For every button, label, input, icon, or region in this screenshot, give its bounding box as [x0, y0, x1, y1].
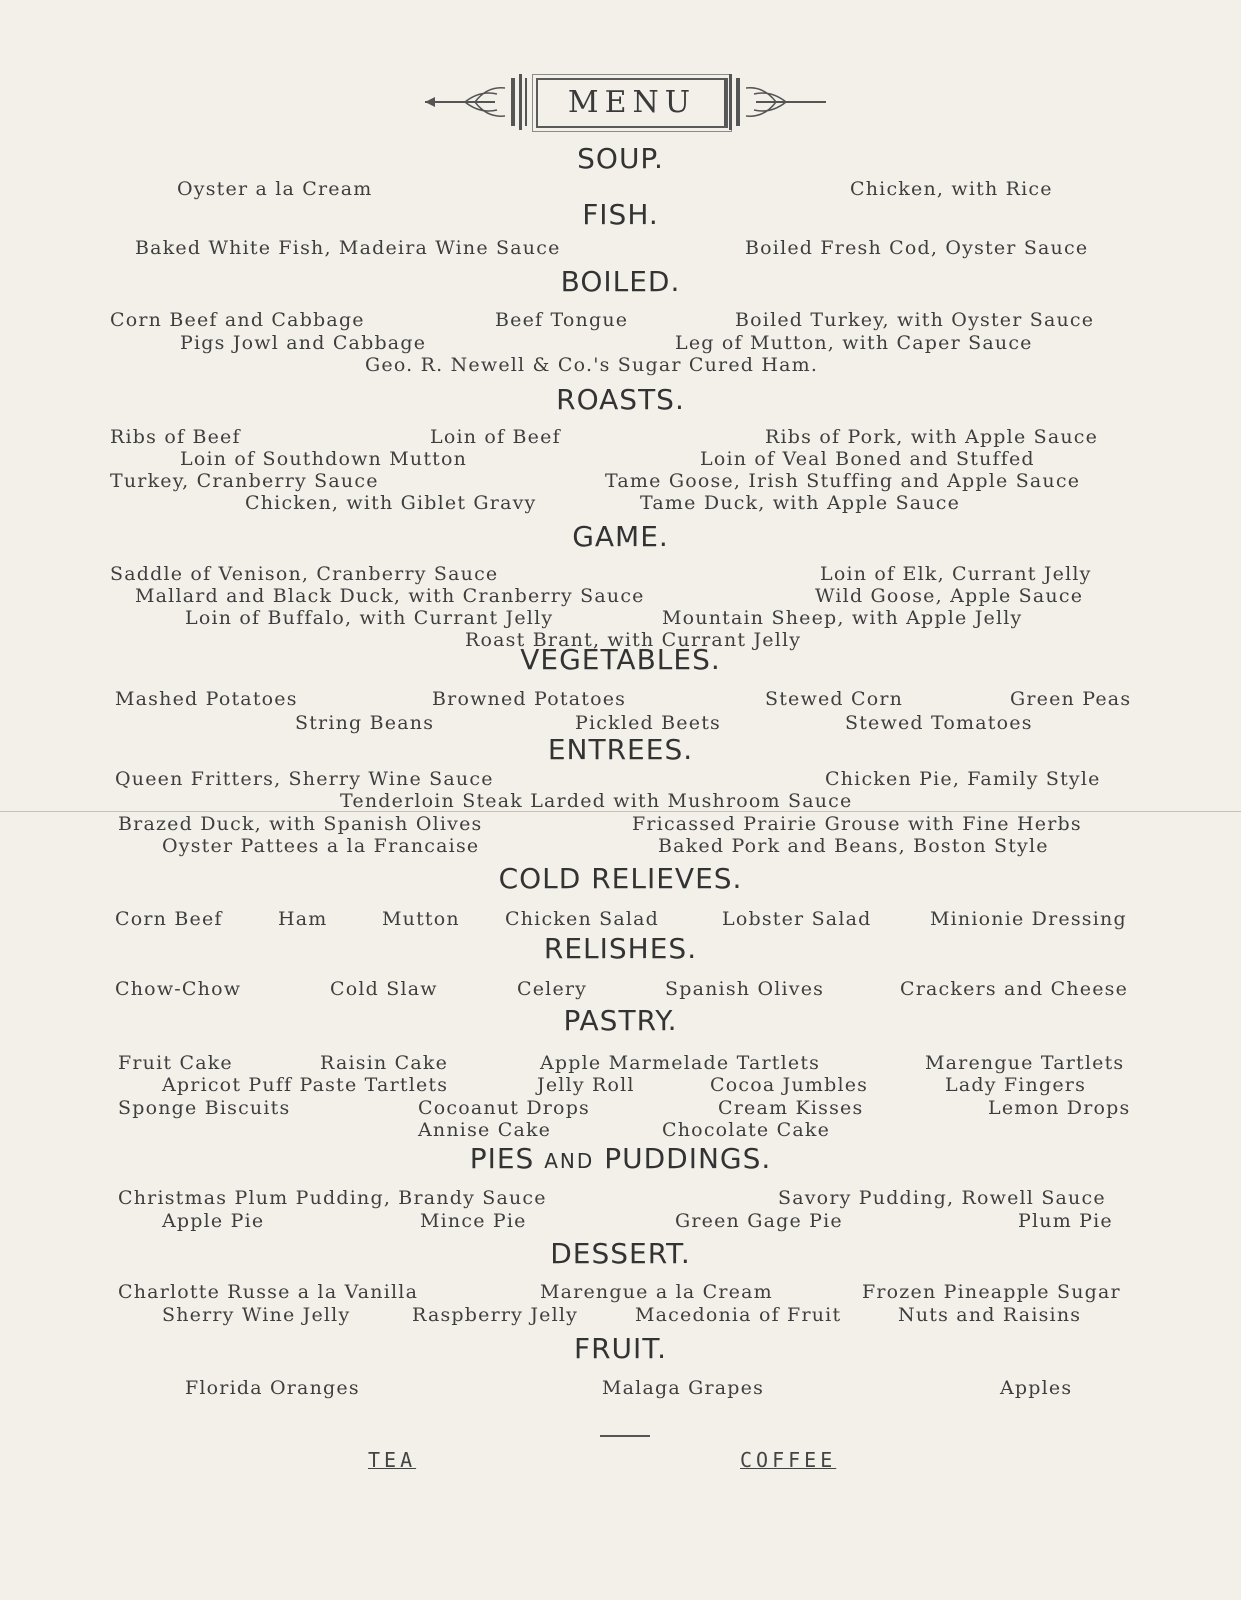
menu-item: Pigs Jowl and Cabbage	[180, 332, 427, 354]
menu-item: Raspberry Jelly	[412, 1304, 579, 1326]
menu-item: Tame Duck, with Apple Sauce	[640, 492, 961, 514]
menu-item: Spanish Olives	[665, 978, 825, 1000]
menu-item: Chicken, with Giblet Gravy	[245, 492, 537, 514]
menu-item: Browned Potatoes	[432, 688, 627, 710]
menu-item: Apples	[1000, 1377, 1073, 1399]
menu-item: Jelly Roll	[537, 1074, 635, 1096]
section-heading-soup: SOUP.	[577, 142, 664, 175]
section-heading-pies-and-puddings	[0, 1142, 1241, 1175]
menu-item: Green Gage Pie	[675, 1210, 843, 1232]
drink-tea: TEA	[368, 1448, 417, 1472]
menu-header	[0, 70, 1241, 140]
section-heading-cold-relieves: COLD RELIEVES.	[498, 862, 743, 895]
menu-item: Loin of Southdown Mutton	[180, 448, 468, 470]
menu-item: Mountain Sheep, with Apple Jelly	[662, 607, 1023, 629]
menu-item: Malaga Grapes	[602, 1377, 765, 1399]
menu-item: Lady Fingers	[945, 1074, 1087, 1096]
section-heading-game: GAME.	[572, 520, 669, 553]
menu-item: Mallard and Black Duck, with Cranberry Sauce	[135, 585, 645, 607]
section-heading-pastry: PASTRY.	[563, 1004, 678, 1037]
menu-item: Raisin Cake	[320, 1052, 449, 1074]
menu-item: Stewed Tomatoes	[845, 712, 1033, 734]
drink-coffee: COFFEE	[740, 1448, 837, 1472]
menu-item: Boiled Fresh Cod, Oyster Sauce	[745, 237, 1089, 259]
section-heading-roasts: ROASTS.	[556, 383, 685, 416]
menu-item: Turkey, Cranberry Sauce	[110, 470, 379, 492]
menu-item: Mashed Potatoes	[115, 688, 298, 710]
menu-item: Cream Kisses	[718, 1097, 864, 1119]
menu-item: Annise Cake	[418, 1119, 552, 1141]
divider-rule	[600, 1435, 650, 1437]
menu-item: Pickled Beets	[575, 712, 721, 734]
section-heading-boiled: BOILED.	[560, 265, 681, 298]
menu-item: Chocolate Cake	[662, 1119, 831, 1141]
menu-item: Ribs of Beef	[110, 426, 241, 448]
menu-item: Tame Goose, Irish Stuffing and Apple Sauce	[605, 470, 1081, 492]
menu-item: Apple Pie	[162, 1210, 265, 1232]
menu-item: Florida Oranges	[185, 1377, 360, 1399]
menu-item: Mince Pie	[420, 1210, 527, 1232]
menu-item: Mutton	[382, 908, 460, 930]
menu-item: Frozen Pineapple Sugar	[862, 1281, 1121, 1303]
menu-item: Lemon Drops	[988, 1097, 1131, 1119]
menu-item: Ham	[278, 908, 328, 930]
menu-item: Loin of Elk, Currant Jelly	[820, 563, 1092, 585]
section-heading-vegetables: VEGETABLES.	[520, 643, 721, 676]
menu-item: Cocoanut Drops	[418, 1097, 591, 1119]
section-heading-fish: FISH.	[582, 198, 659, 231]
menu-item: Cocoa Jumbles	[710, 1074, 869, 1096]
menu-title: MENU	[536, 78, 728, 128]
menu-item: Queen Fritters, Sherry Wine Sauce	[115, 768, 494, 790]
menu-item: Roast Brant, with Currant Jelly	[465, 629, 802, 651]
heading-puddings: PUDDINGS.	[604, 1142, 772, 1175]
menu-item: Macedonia of Fruit	[635, 1304, 842, 1326]
section-heading-fruit: FRUIT.	[574, 1332, 667, 1365]
menu-item: Chicken, with Rice	[850, 178, 1053, 200]
menu-item: Savory Pudding, Rowell Sauce	[778, 1187, 1106, 1209]
menu-item: Green Peas	[1010, 688, 1132, 710]
menu-item: Boiled Turkey, with Oyster Sauce	[735, 309, 1095, 331]
menu-item: Loin of Buffalo, with Currant Jelly	[185, 607, 554, 629]
menu-item: Sherry Wine Jelly	[162, 1304, 351, 1326]
menu-item: Ribs of Pork, with Apple Sauce	[765, 426, 1099, 448]
menu-item: Fricassed Prairie Grouse with Fine Herbs	[632, 813, 1082, 835]
menu-item: Baked White Fish, Madeira Wine Sauce	[135, 237, 561, 259]
menu-item: Apricot Puff Paste Tartlets	[162, 1074, 449, 1096]
menu-item: Marengue Tartlets	[925, 1052, 1125, 1074]
menu-item: Sponge Biscuits	[118, 1097, 291, 1119]
menu-item: Corn Beef	[115, 908, 223, 930]
menu-item: Apple Marmelade Tartlets	[540, 1052, 821, 1074]
menu-item: Minionie Dressing	[930, 908, 1127, 930]
menu-item: Wild Goose, Apple Sauce	[815, 585, 1084, 607]
menu-item: Geo. R. Newell & Co.'s Sugar Cured Ham.	[365, 354, 819, 376]
left-flourish-icon	[425, 72, 533, 132]
menu-item: Corn Beef and Cabbage	[110, 309, 365, 331]
menu-item: Crackers and Cheese	[900, 978, 1129, 1000]
menu-item: Beef Tongue	[495, 309, 629, 331]
section-heading-entrees: ENTREES.	[547, 733, 694, 766]
menu-item: Chow-Chow	[115, 978, 242, 1000]
heading-and: AND	[544, 1149, 595, 1173]
menu-item: Fruit Cake	[118, 1052, 233, 1074]
menu-item: Leg of Mutton, with Caper Sauce	[675, 332, 1033, 354]
menu-item: Oyster Pattees a la Francaise	[162, 835, 480, 857]
menu-item: Marengue a la Cream	[540, 1281, 773, 1303]
menu-item: Nuts and Raisins	[898, 1304, 1082, 1326]
section-heading-relishes: RELISHES.	[543, 932, 698, 965]
menu-item: Oyster a la Cream	[177, 178, 373, 200]
menu-item: Celery	[517, 978, 588, 1000]
menu-item: Loin of Veal Boned and Stuffed	[700, 448, 1035, 470]
menu-item: Loin of Beef	[430, 426, 561, 448]
menu-item: Brazed Duck, with Spanish Olives	[118, 813, 483, 835]
menu-item: Chicken Pie, Family Style	[825, 768, 1101, 790]
menu-item: Saddle of Venison, Cranberry Sauce	[110, 563, 499, 585]
menu-item: Christmas Plum Pudding, Brandy Sauce	[118, 1187, 547, 1209]
menu-item: Cold Slaw	[330, 978, 438, 1000]
menu-item: String Beans	[295, 712, 435, 734]
right-flourish-icon	[718, 72, 826, 132]
menu-item: Chicken Salad	[505, 908, 660, 930]
menu-item: Plum Pie	[1018, 1210, 1113, 1232]
menu-item: Tenderloin Steak Larded with Mushroom Sauce	[340, 790, 853, 812]
heading-pies: PIES	[469, 1142, 535, 1175]
menu-item: Lobster Salad	[722, 908, 872, 930]
menu-item: Charlotte Russe a la Vanilla	[118, 1281, 419, 1303]
menu-item: Stewed Corn	[765, 688, 904, 710]
section-heading-dessert: DESSERT.	[550, 1237, 691, 1270]
menu-item: Baked Pork and Beans, Boston Style	[658, 835, 1049, 857]
